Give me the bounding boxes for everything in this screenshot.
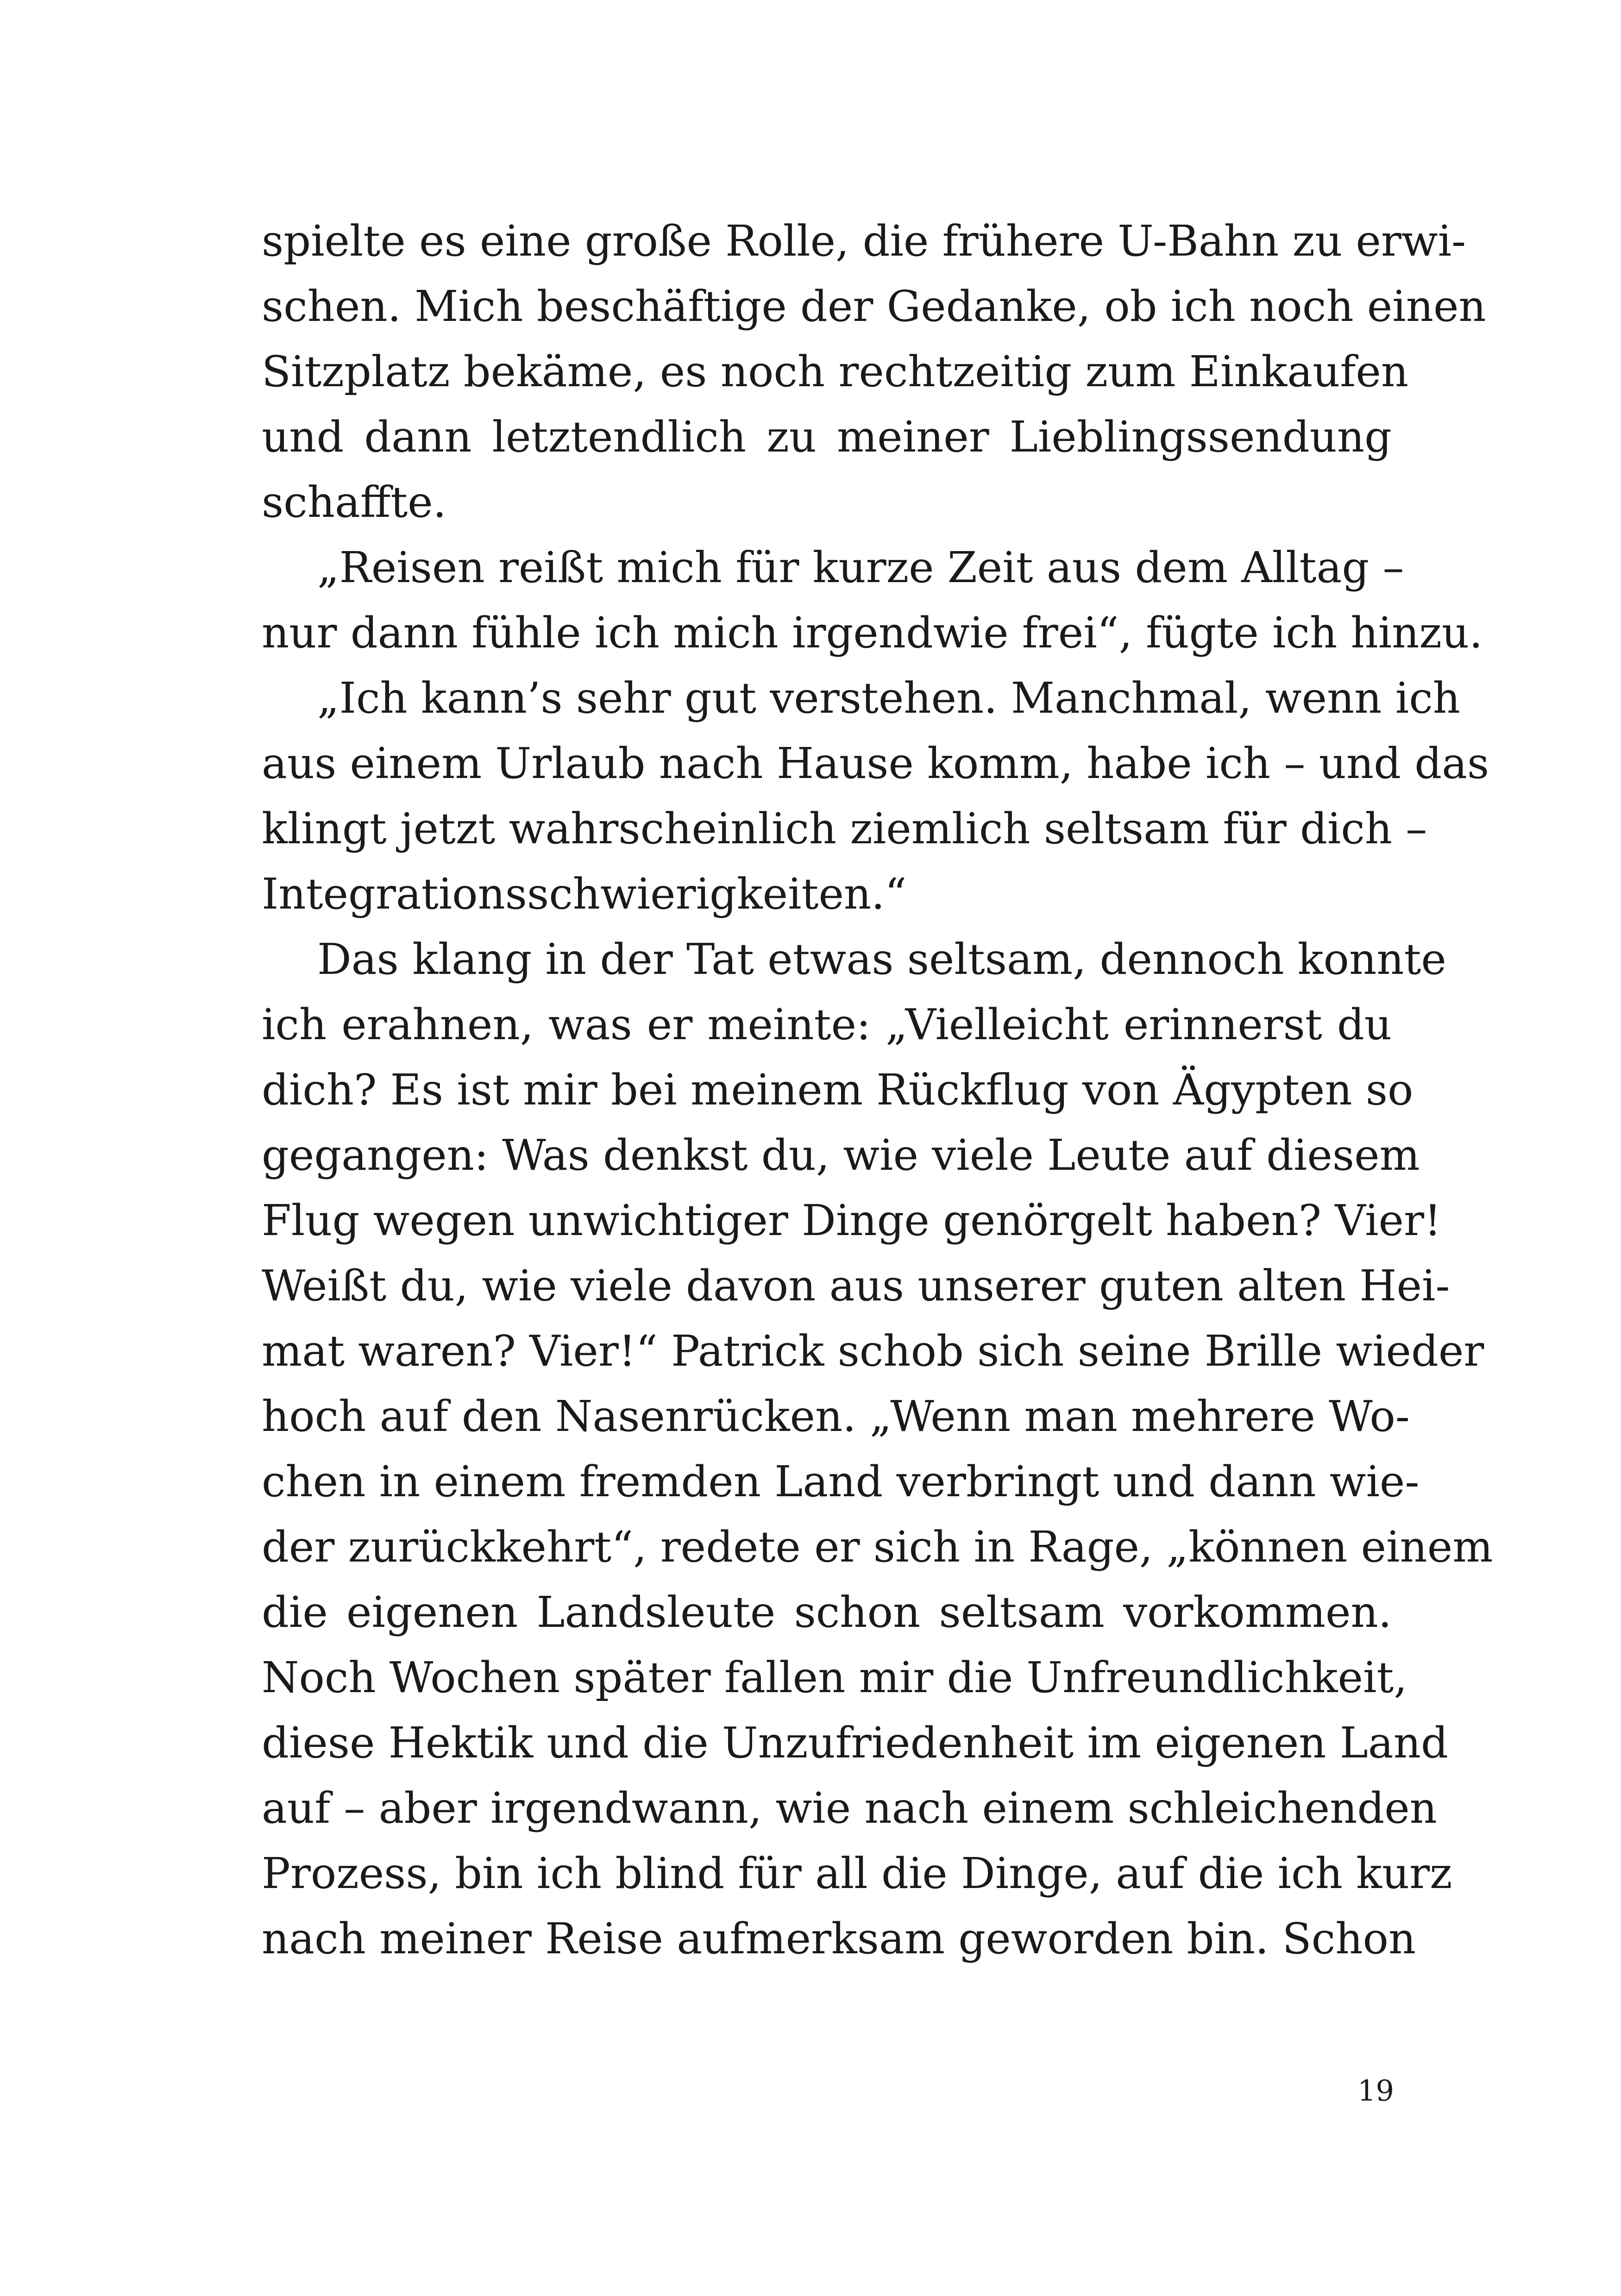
text-line-14: dich? Es ist mir bei meinem Rückflug von Ägypten so — [262, 1065, 1414, 1115]
text-line-26: Prozess, bin ich blind für all die Dinge, auf die ich kurz — [262, 1849, 1452, 1898]
text-line-5: schaffte. — [262, 477, 446, 527]
text-line-21: der zurückkehrt“, redete er sich in Rage, „können einem — [262, 1522, 1493, 1572]
text-line-2: schen. Mich beschäftige der Gedanke, ob ich noch einen — [262, 282, 1486, 331]
text-line-11: Integrationsschwierigkeiten.“ — [262, 869, 907, 919]
text-line-27: nach meiner Reise aufmerksam geworden bin. Schon — [262, 1914, 1416, 1964]
text-line-8: „Ich kann’s sehr gut verstehen. Manchmal, wenn ich — [317, 673, 1461, 723]
text-line-22: die eigenen Landsleute schon seltsam vorkommen. — [262, 1587, 1392, 1637]
text-line-6: „Reisen reißt mich für kurze Zeit aus dem Alltag – — [317, 543, 1404, 592]
text-line-7: nur dann fühle ich mich irgendwie frei“, fügte ich hinzu. — [262, 608, 1483, 658]
text-line-18: mat waren? Vier!“ Patrick schob sich seine Brille wieder — [262, 1326, 1484, 1376]
text-line-19: hoch auf den Nasenrücken. „Wenn man mehrere Wo- — [262, 1392, 1410, 1441]
page-number: 19 — [1357, 2074, 1394, 2108]
text-line-10: klingt jetzt wahrscheinlich ziemlich seltsam für dich – — [262, 804, 1427, 853]
text-line-25: auf – aber irgendwann, wie nach einem schleichenden — [262, 1783, 1437, 1833]
body-text — [262, 208, 1493, 1971]
text-line-16: Flug wegen unwichtiger Dinge genörgelt haben? Vier! — [262, 1196, 1441, 1245]
text-line-1: spielte es eine große Rolle, die frühere U-Bahn zu erwi- — [262, 216, 1466, 266]
text-line-12: Das klang in der Tat etwas seltsam, dennoch konnte — [317, 935, 1446, 984]
text-line-4: und dann letztendlich zu meiner Lieblingssendung — [262, 412, 1392, 462]
text-line-17: Weißt du, wie viele davon aus unserer guten alten Hei- — [262, 1261, 1450, 1311]
text-line-20: chen in einem fremden Land verbringt und dann wie- — [262, 1457, 1420, 1506]
text-line-15: gegangen: Was denkst du, wie viele Leute auf diesem — [262, 1130, 1420, 1180]
text-line-23: Noch Wochen später fallen mir die Unfreundlichkeit, — [262, 1653, 1407, 1702]
text-line-13: ich erahnen, was er meinte: „Vielleicht erinnerst du — [262, 1000, 1392, 1049]
text-line-9: aus einem Urlaub nach Hause komm, habe ich – und das — [262, 739, 1489, 788]
text-line-3: Sitzplatz bekäme, es noch rechtzeitig zum Einkaufen — [262, 347, 1409, 396]
text-line-24: diese Hektik und die Unzufriedenheit im eigenen Land — [262, 1718, 1448, 1768]
